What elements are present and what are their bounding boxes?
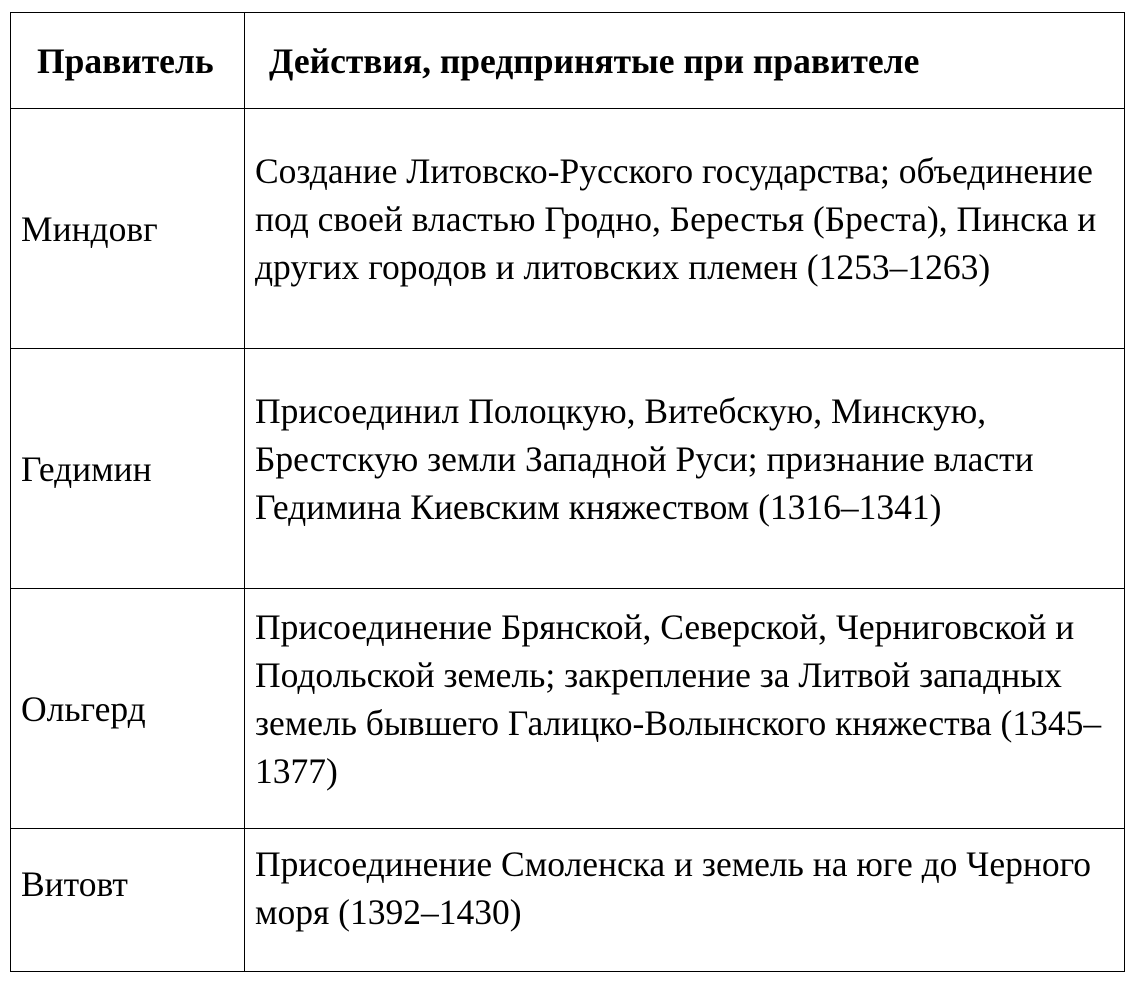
actions-text: Присоединение Смоленска и земель на юге до Черного моря (1392–1430) (255, 844, 1092, 932)
ruler-cell (11, 109, 245, 349)
table-header-row (11, 13, 1125, 109)
actions-cell (245, 829, 1125, 972)
ruler-name: Ольгерд (21, 688, 146, 729)
ruler-cell (11, 829, 245, 972)
actions-text: Присоединил Полоцкую, Витебскую, Минскую, Брестскую земли Западной Руси; признание власти Гедимина Киевским княжеством (1316–1341) (255, 390, 1034, 527)
actions-text: Присоединение Брянской, Северской, Черниговской и Подольской земель; закрепление за Литвой западных земель бывшего Галицко-Волынского княжества (1345–1377) (255, 606, 1102, 791)
table-row (11, 109, 1125, 349)
actions-text: Создание Литовско-Русского государства; объединение под своей властью Гродно, Берестья (Бреста), Пинска и других городов и литовских племен (1253–1263) (255, 150, 1097, 287)
ruler-name: Гедимин (21, 448, 152, 489)
actions-cell (245, 109, 1125, 349)
table-row (11, 829, 1125, 972)
actions-cell (245, 349, 1125, 589)
ruler-name: Витовт (21, 864, 128, 904)
header-actions: Действия, предпринятые при правителе (245, 13, 1125, 109)
table-row (11, 349, 1125, 589)
ruler-name: Миндовг (21, 208, 158, 249)
table-row (11, 589, 1125, 829)
rulers-table (10, 12, 1125, 972)
actions-cell (245, 589, 1125, 829)
ruler-cell (11, 349, 245, 589)
ruler-cell (11, 589, 245, 829)
header-ruler: Правитель (11, 13, 245, 109)
